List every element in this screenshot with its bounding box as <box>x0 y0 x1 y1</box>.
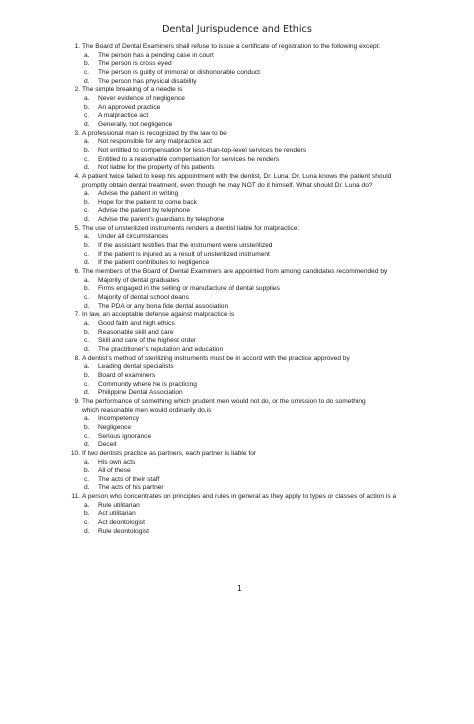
question-number: 5. <box>74 224 80 232</box>
option-letter: c. <box>84 294 90 302</box>
option-letter: c. <box>84 519 90 527</box>
question-number: 1. <box>74 43 80 50</box>
answer-option <box>64 320 436 329</box>
answer-option <box>64 441 436 450</box>
question-text-line <box>64 493 436 502</box>
answer-option <box>64 285 436 294</box>
option-letter: b. <box>84 371 90 379</box>
answer-option <box>64 519 436 528</box>
question-item <box>64 398 436 450</box>
question-item <box>64 43 436 86</box>
option-letter: d. <box>84 345 90 353</box>
answer-option <box>64 433 436 442</box>
question-text: promptly obtain dental treatment, even though he may NOT do it himself. What should Dr. Luna do? <box>82 181 373 189</box>
answer-option <box>64 381 436 390</box>
option-letter: c. <box>84 250 90 258</box>
answer-option <box>64 424 436 433</box>
question-number: 8. <box>74 354 80 362</box>
answer-option <box>64 147 436 156</box>
question-item <box>64 493 436 536</box>
option-letter: a. <box>84 276 90 284</box>
option-letter: d. <box>84 302 90 310</box>
question-text: A professional man is recognized by the law to be <box>82 129 227 137</box>
answer-option <box>64 259 436 268</box>
answer-option <box>64 156 436 165</box>
question-number: 2. <box>74 86 80 94</box>
option-letter: b. <box>84 60 90 68</box>
option-text: All of these <box>98 467 131 475</box>
question-text-line <box>64 130 436 139</box>
option-text: The person has a pending case in court <box>98 51 214 59</box>
option-letter: a. <box>84 138 90 146</box>
question-text: which reasonable men would ordinarily do,is <box>82 406 212 414</box>
option-letter: d. <box>84 164 90 172</box>
answer-option <box>64 415 436 424</box>
question-item <box>64 86 436 129</box>
option-letter: c. <box>84 475 90 483</box>
option-text: Entitled to a reasonable compensation for services he renders <box>98 155 280 163</box>
answer-option <box>64 121 436 130</box>
answer-option <box>64 251 436 260</box>
option-text: Majority of dental graduates <box>98 276 180 284</box>
option-letter: c. <box>84 68 90 76</box>
option-letter: d. <box>84 77 90 85</box>
option-text: Advise the parent’s guardians by telephone <box>98 216 225 224</box>
option-text: Act utilitarian <box>98 510 136 518</box>
option-text: Rule utilitarian <box>98 501 140 509</box>
option-letter: b. <box>84 146 90 154</box>
option-letter: c. <box>84 337 90 345</box>
option-text: Deceit <box>98 441 117 449</box>
option-text: Advise the patient by telephone <box>98 207 191 215</box>
option-text: Not entitled to compensation for less-than-top-level services he renders <box>98 146 307 154</box>
answer-option <box>64 78 436 87</box>
option-text: The acts of his partner <box>98 484 164 492</box>
question-text: The simple breaking of a needle is <box>82 86 183 94</box>
question-text-line <box>64 268 436 277</box>
option-letter: a. <box>84 190 90 198</box>
option-text: If the patient contributes to negligence <box>98 259 210 267</box>
option-text: An approved practice <box>98 103 161 111</box>
question-text-line <box>64 450 436 459</box>
answer-option <box>64 510 436 519</box>
question-number: 7. <box>74 311 80 319</box>
answer-option <box>64 112 436 121</box>
question-item <box>64 173 436 225</box>
question-list <box>64 43 436 536</box>
question-text-line <box>64 43 436 52</box>
answer-option <box>64 207 436 216</box>
option-text: The person is guilty of immoral or dishonorable conduct <box>98 68 260 76</box>
question-number: 9. <box>74 397 80 405</box>
option-letter: b. <box>84 510 90 518</box>
question-item <box>64 130 436 173</box>
question-item <box>64 268 436 311</box>
question-text: In law, an acceptable defense against malpractice is <box>82 311 235 319</box>
question-text-line <box>64 398 436 407</box>
option-letter: a. <box>84 320 90 327</box>
question-text: A dentist’s method of sterilizing instruments must be in accord with the practice approved by <box>82 354 350 362</box>
option-text: Negligence <box>98 423 131 431</box>
answer-option <box>64 138 436 147</box>
answer-option <box>64 199 436 208</box>
question-text-line <box>64 407 436 416</box>
option-text: Generally, not negligence <box>98 120 173 128</box>
option-letter: c. <box>84 155 90 163</box>
answer-option <box>64 459 436 468</box>
option-text: Community where he is practicing <box>98 380 197 388</box>
question-text-line <box>64 173 436 182</box>
question-number: 3. <box>74 129 80 137</box>
question-text-line <box>64 182 436 191</box>
option-letter: c. <box>84 207 90 215</box>
option-letter: b. <box>84 423 90 431</box>
question-text: The performance of something which prudent men would not do, or the omission to do something <box>82 397 366 405</box>
option-text: The acts of their staff <box>98 475 160 483</box>
option-letter: b. <box>84 103 90 111</box>
answer-option <box>64 502 436 511</box>
answer-option <box>64 52 436 61</box>
option-text: Board of examiners <box>98 371 156 379</box>
answer-option <box>64 346 436 355</box>
option-text: The person is cross eyed <box>98 60 172 68</box>
answer-option <box>64 60 436 69</box>
option-text: Majority of dental school deans <box>98 294 189 302</box>
answer-option <box>64 277 436 286</box>
option-text: Act deontologist <box>98 519 145 527</box>
question-text-line <box>64 311 436 320</box>
option-text: Not responsible for any malpractice act <box>98 138 212 146</box>
option-letter: d. <box>84 389 90 397</box>
option-text: The practitioner’s reputation and education <box>98 345 224 353</box>
question-number: 4. <box>74 172 80 180</box>
option-letter: a. <box>84 51 90 59</box>
document-title: Dental Jurispudence and Ethics <box>162 24 312 35</box>
option-letter: d. <box>84 216 90 224</box>
answer-option <box>64 467 436 476</box>
question-item <box>64 311 436 354</box>
option-letter: a. <box>84 94 90 102</box>
answer-option <box>64 329 436 338</box>
question-text: The members of the Board of Dental Examiners are appointed from among candidates recommended by <box>82 268 388 276</box>
option-letter: a. <box>84 415 90 423</box>
answer-option <box>64 164 436 173</box>
option-text: Reasonable skill and care <box>98 328 174 336</box>
option-text: Good faith and high ethics <box>98 320 175 327</box>
option-text: Never evidence of negligence <box>98 94 185 102</box>
option-letter: a. <box>84 458 90 466</box>
option-letter: c. <box>84 432 90 440</box>
option-text: If the assistant testifies that the instrument were unsterilized <box>98 242 273 250</box>
answer-option <box>64 476 436 485</box>
option-text: Incompetency <box>98 415 140 423</box>
question-text: A person who concentrates on principles and rules in general as they apply to types or classes of action is a <box>82 493 397 501</box>
answer-option <box>64 104 436 113</box>
option-text: Philippine Dental Association <box>98 389 183 397</box>
question-text: A patient twice failed to keep his appointment with the dentist, Dr. Luna. Dr. Luna knows the patient should <box>82 172 392 180</box>
answer-option <box>64 242 436 251</box>
question-item <box>64 355 436 398</box>
option-letter: d. <box>84 484 90 492</box>
option-text: Under all circumstances <box>98 233 169 241</box>
option-letter: b. <box>84 467 90 475</box>
answer-option <box>64 69 436 78</box>
question-number: 11. <box>71 493 80 501</box>
question-text: If two dentists practice as partners, each partner is liable for <box>82 449 257 457</box>
question-text: The use of unsterilized instruments renders a dentist liable for malpractice: <box>82 224 300 232</box>
option-text: Leading dental specialists <box>98 363 174 371</box>
answer-option <box>64 95 436 104</box>
option-text: Rule deontologist <box>98 527 149 535</box>
option-text: His own acts <box>98 458 136 466</box>
option-text: Firms engaged in the selling or manufacture of dental supplies <box>98 285 280 293</box>
question-number: 6. <box>74 268 80 276</box>
option-letter: b. <box>84 198 90 206</box>
option-letter: a. <box>84 233 90 241</box>
answer-option <box>64 337 436 346</box>
question-text: The Board of Dental Examiners shall refuse to issue a certificate of registration to the following except: <box>82 43 381 50</box>
option-letter: c. <box>84 112 90 120</box>
answer-option <box>64 216 436 225</box>
answer-option <box>64 294 436 303</box>
option-letter: a. <box>84 501 90 509</box>
option-letter: d. <box>84 259 90 267</box>
question-text-line <box>64 225 436 234</box>
option-text: The PDA or any bona fide dental association <box>98 302 229 310</box>
option-text: Not liable for the property of his patients <box>98 164 215 172</box>
option-letter: b. <box>84 242 90 250</box>
answer-option <box>64 303 436 312</box>
answer-option <box>64 389 436 398</box>
option-letter: a. <box>84 363 90 371</box>
option-letter: b. <box>84 328 90 336</box>
question-text-line <box>64 86 436 95</box>
option-text: A malpractice act <box>98 112 149 120</box>
option-letter: c. <box>84 380 90 388</box>
question-item <box>64 225 436 268</box>
option-text: Hope for the patient to come back <box>98 198 197 206</box>
question-number: 10. <box>70 449 80 457</box>
page-number: 1 <box>236 584 242 593</box>
option-letter: d. <box>84 441 90 449</box>
option-text: If the patient is injured as a result of unsterilized instrument <box>98 250 270 258</box>
option-text: The person has physical disability <box>98 77 197 85</box>
option-text: Skill and care of the highest order <box>98 337 197 345</box>
answer-option <box>64 484 436 493</box>
option-text: Advise the patient in writing <box>98 190 179 198</box>
answer-option <box>64 372 436 381</box>
answer-option <box>64 233 436 242</box>
answer-option <box>64 190 436 199</box>
option-text: Serious ignorance <box>98 432 152 440</box>
option-letter: d. <box>84 120 90 128</box>
question-item <box>64 450 436 493</box>
option-letter: d. <box>84 527 90 535</box>
answer-option <box>64 363 436 372</box>
question-text-line <box>64 355 436 364</box>
option-letter: b. <box>84 285 90 293</box>
answer-option <box>64 528 436 537</box>
